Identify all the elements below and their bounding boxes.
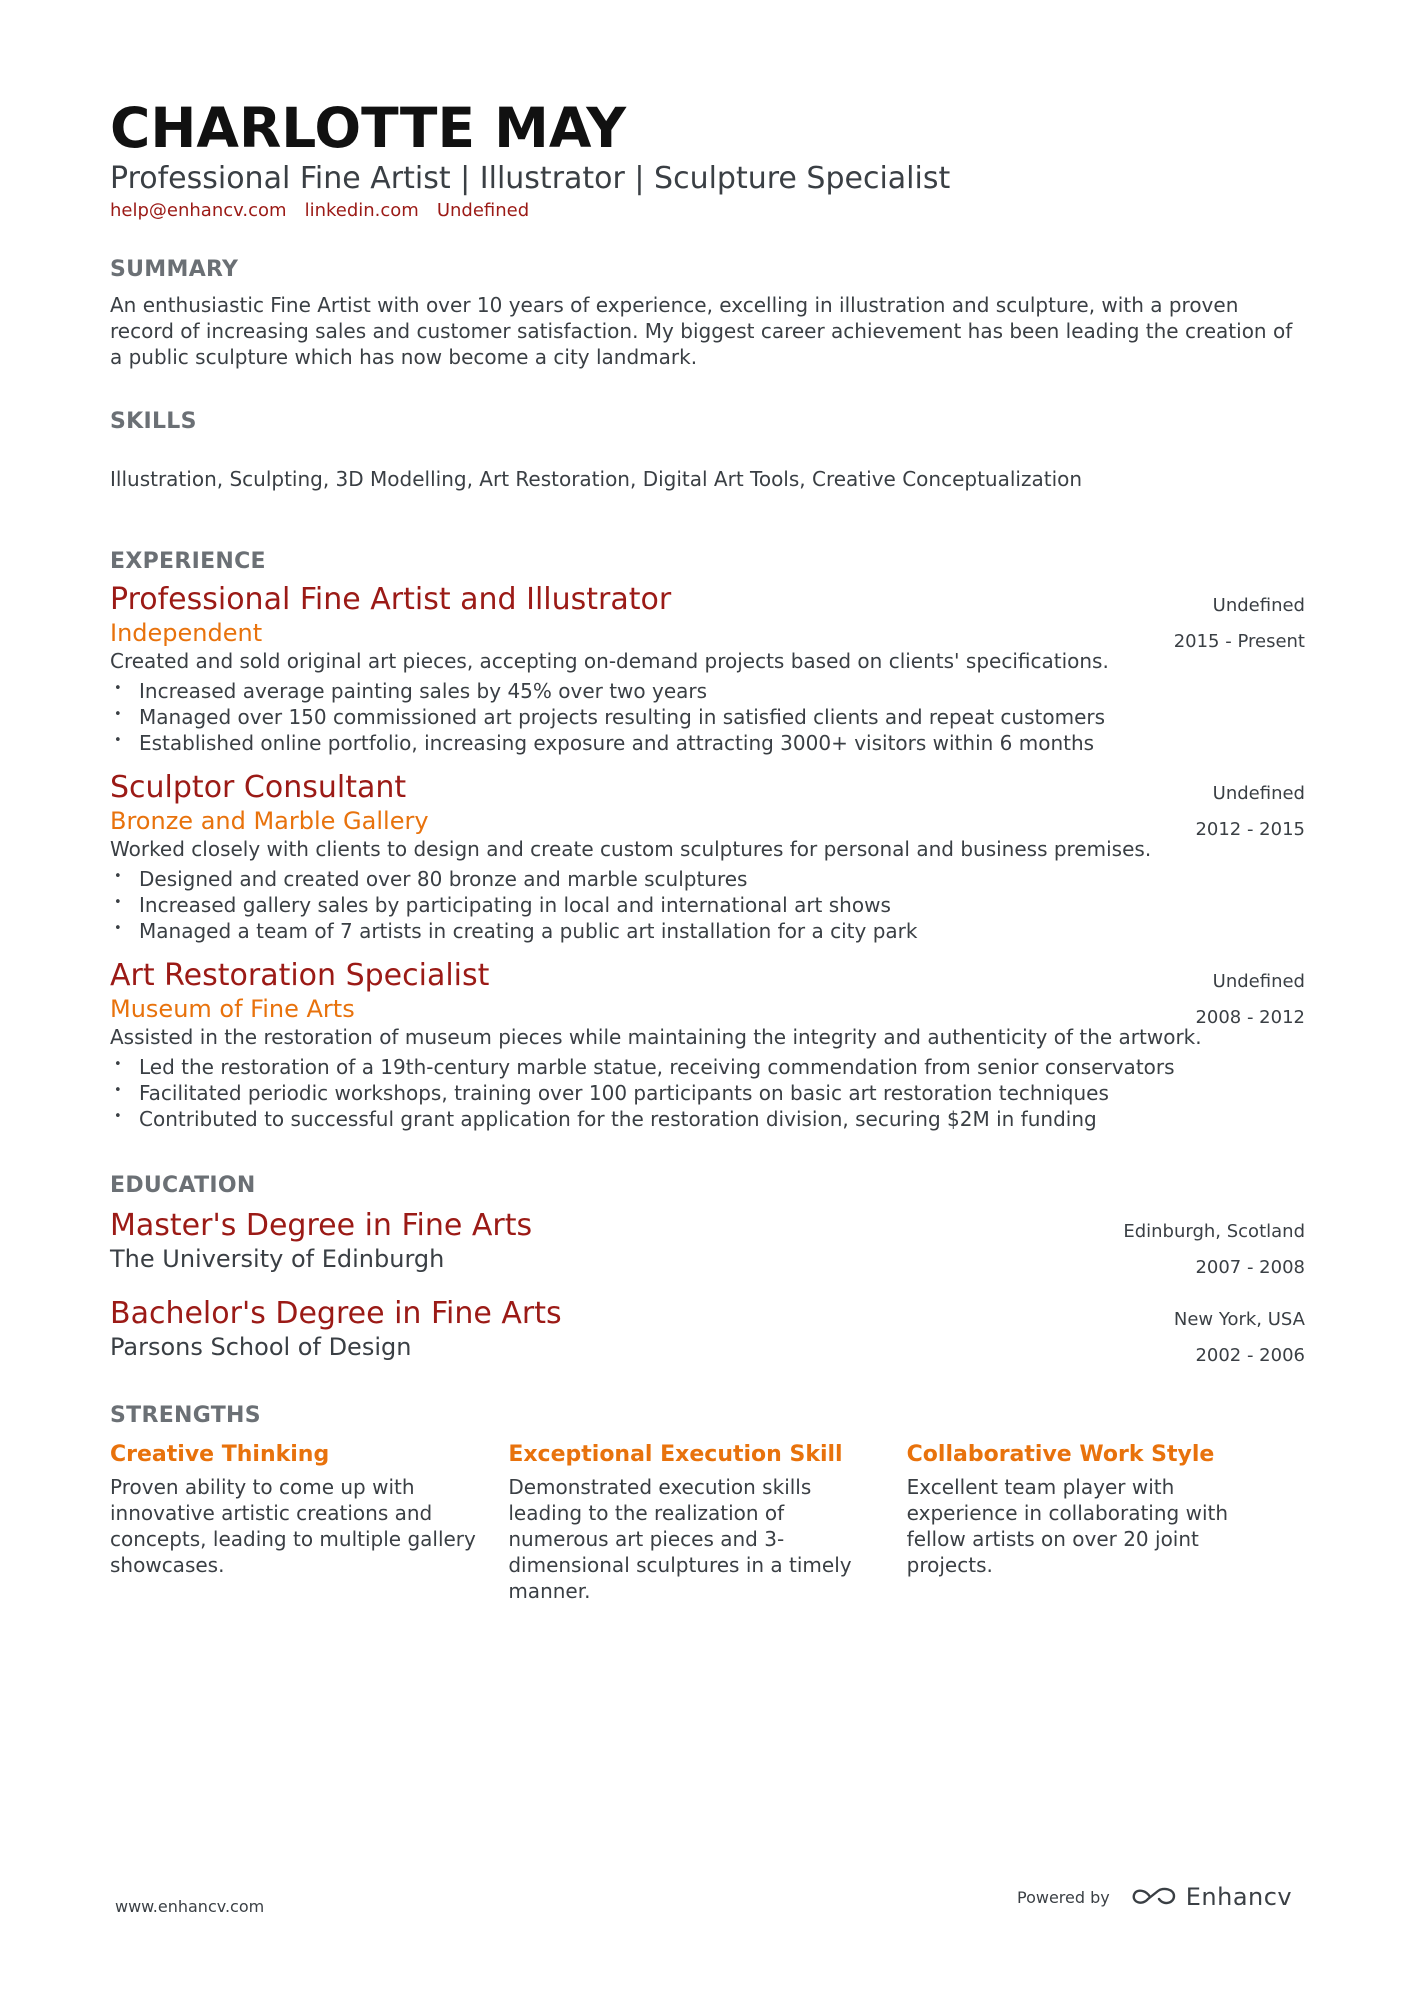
strength-description: Demonstrated execution skills leading to the realization of numerous art pieces and 3-dimensional sculptures in a timely manner. (508, 1475, 852, 1603)
contact-info (110, 198, 1305, 224)
job-bullets (110, 1054, 1305, 1132)
section-title-summary: SUMMARY (110, 257, 239, 282)
strength-description: Proven ability to come up with innovative artistic creations and concepts, leading to multiple gallery showcases. (110, 1475, 476, 1577)
job-dates: 2012 - 2015 (1195, 819, 1305, 840)
list-item: • Established online portfolio, increasing exposure and attracting 3000+ visitors within 6 months (110, 730, 1305, 756)
company-name: Museum of Fine Arts (110, 995, 355, 1023)
job-bullets (110, 678, 1305, 756)
strength-item (907, 1440, 1305, 1604)
list-item: • Contributed to successful grant application for the restoration division, securing $2M in funding (110, 1106, 1305, 1132)
education-dates: 2002 - 2006 (1195, 1345, 1305, 1366)
strength-title: Collaborative Work Style (906, 1442, 1215, 1467)
job-dates: 2008 - 2012 (1195, 1007, 1305, 1028)
strengths-grid (110, 1440, 1305, 1604)
job-meta (1195, 776, 1305, 848)
job-bullets (110, 866, 1305, 944)
strengths-section (110, 1402, 1305, 1604)
company-name: Independent (110, 619, 263, 647)
education-section (110, 1172, 1305, 1366)
education-entry (110, 1208, 1305, 1278)
strength-title: Exceptional Execution Skill (508, 1442, 843, 1467)
education-meta (1174, 1302, 1305, 1374)
footer-website[interactable]: www.enhancv.com (115, 1897, 265, 1916)
education-dates: 2007 - 2008 (1195, 1257, 1305, 1278)
job-location: Undefined (1212, 783, 1305, 804)
list-item: • Increased gallery sales by participating in local and international art shows (110, 892, 1305, 918)
job-location: Undefined (1212, 595, 1305, 616)
list-item: • Increased average painting sales by 45% over two years (110, 678, 1305, 704)
education-meta (1123, 1214, 1305, 1286)
job-location: Undefined (1212, 971, 1305, 992)
job-title: Professional Fine Artist and Illustrator (110, 582, 672, 617)
experience-entry (110, 770, 1305, 944)
job-meta (1195, 964, 1305, 1036)
job-title: Sculptor Consultant (110, 770, 407, 805)
list-item: • Designed and created over 80 bronze and marble sculptures (110, 866, 1305, 892)
job-description: Assisted in the restoration of museum pieces while maintaining the integrity and authenticity of the artwork. (110, 1025, 1202, 1049)
job-meta (1174, 588, 1305, 660)
list-item: • Led the restoration of a 19th-century marble statue, receiving commendation from senior conservators (110, 1054, 1305, 1080)
list-item: • Managed a team of 7 artists in creating a public art installation for a city park (110, 918, 1305, 944)
candidate-headline: Professional Fine Artist | Illustrator | Sculpture Specialist (110, 161, 951, 196)
experience-entry (110, 582, 1305, 756)
experience-section (110, 548, 1305, 1132)
section-title-strengths: STRENGTHS (110, 1403, 261, 1428)
education-location: Edinburgh, Scotland (1123, 1221, 1305, 1242)
skills-text: Illustration, Sculpting, 3D Modelling, Art Restoration, Digital Art Tools, Creative Conceptualization (110, 467, 1083, 491)
education-entry (110, 1296, 1305, 1366)
section-title-skills: SKILLS (110, 409, 197, 434)
summary-section (110, 256, 1305, 370)
enhancv-logo-icon (1130, 1884, 1178, 1910)
education-location: New York, USA (1173, 1309, 1305, 1330)
linkedin-link[interactable]: linkedin.com (304, 200, 419, 221)
section-title-education: EDUCATION (110, 1173, 256, 1198)
job-title: Art Restoration Specialist (110, 958, 490, 993)
summary-text: An enthusiastic Fine Artist with over 10 years of experience, excelling in illustration and sculpture, with a proven record of increasing sales and customer satisfaction. My biggest career achievement has been leading the creation of a public sculpture which has now become a city landmark. (110, 293, 1293, 369)
degree-title: Master's Degree in Fine Arts (110, 1208, 533, 1243)
candidate-name: CHARLOTTE MAY (110, 96, 627, 160)
strength-item (110, 1440, 508, 1604)
school-name: The University of Edinburgh (110, 1245, 445, 1273)
job-dates: 2015 - Present (1173, 631, 1305, 652)
email-link[interactable]: help@enhancv.com (110, 200, 287, 221)
brand-logo[interactable] (1130, 1883, 1292, 1911)
strength-title: Creative Thinking (110, 1442, 330, 1467)
list-item: • Managed over 150 commissioned art projects resulting in satisfied clients and repeat customers (110, 704, 1305, 730)
footer-branding (1017, 1883, 1292, 1911)
experience-entry (110, 958, 1305, 1132)
company-name: Bronze and Marble Gallery (110, 807, 429, 835)
degree-title: Bachelor's Degree in Fine Arts (110, 1296, 562, 1331)
resume-page (110, 96, 1305, 1604)
list-item: • Facilitated periodic workshops, training over 100 participants on basic art restoration techniques (110, 1080, 1305, 1106)
powered-by-label: Powered by (1017, 1887, 1110, 1907)
location-text: Undefined (436, 200, 530, 221)
job-description: Created and sold original art pieces, accepting on-demand projects based on clients' specifications. (110, 649, 1109, 673)
school-name: Parsons School of Design (110, 1333, 412, 1361)
strength-description: Excellent team player with experience in collaborating with fellow artists on over 20 joint projects. (906, 1475, 1229, 1577)
section-title-experience: EXPERIENCE (110, 549, 266, 574)
strength-item (508, 1440, 906, 1604)
resume-header (110, 96, 1305, 224)
brand-name: Enhancv (1185, 1883, 1293, 1911)
job-description: Worked closely with clients to design and create custom sculptures for personal and business premises. (110, 837, 1152, 861)
skills-section (110, 408, 1305, 492)
